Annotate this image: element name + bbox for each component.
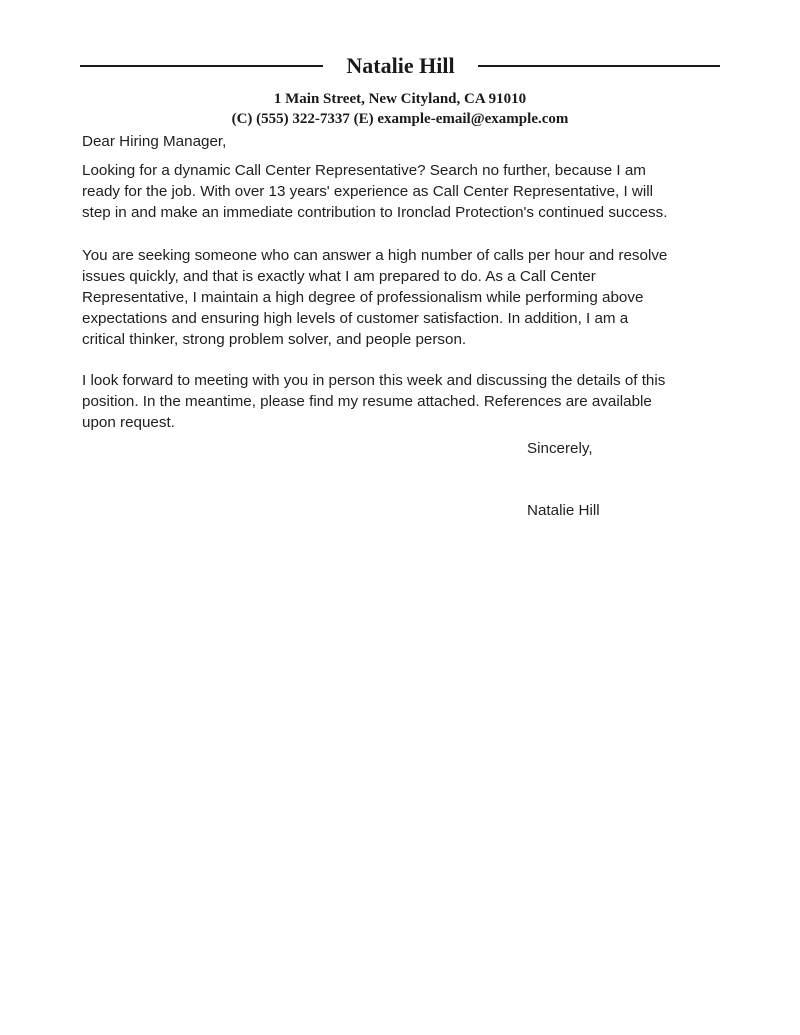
paragraph-line: issues quickly, and that is exactly what I am prepared to do. As a Call Center (82, 268, 596, 285)
letterhead (80, 52, 720, 82)
paragraph-line: ready for the job. With over 13 years' experience as Call Center Representative, I will (82, 183, 654, 200)
paragraph-line: critical thinker, strong problem solver, and people person. (82, 331, 467, 348)
salutation: Dear Hiring Manager, (82, 133, 227, 150)
paragraph-line: step in and make an immediate contribution to Ironclad Protection's continued success. (82, 204, 668, 221)
applicant-name: Natalie Hill (346, 53, 455, 78)
closing: Sincerely, (527, 440, 593, 457)
paragraph-3 (82, 370, 722, 433)
header-rule-right (478, 65, 720, 67)
paragraph-line: Looking for a dynamic Call Center Representative? Search no further, because I am (82, 162, 646, 179)
paragraph-2 (82, 245, 722, 350)
address-line: 1 Main Street, New Cityland, CA 91010 (273, 91, 527, 107)
contact-line: (C) (555) 322-7337 (E) example-email@example.com (231, 111, 569, 127)
paragraph-1 (82, 160, 722, 223)
paragraph-line: position. In the meantime, please find my resume attached. References are available (82, 393, 652, 410)
header-rule-left (80, 65, 323, 67)
paragraph-line: Representative, I maintain a high degree of professionalism while performing above (82, 289, 644, 306)
paragraph-line: upon request. (82, 414, 175, 431)
paragraph-line: You are seeking someone who can answer a high number of calls per hour and resolve (82, 247, 668, 264)
paragraph-line: expectations and ensuring high levels of customer satisfaction. In addition, I am a (82, 310, 629, 327)
paragraph-line: I look forward to meeting with you in person this week and discussing the details of this (82, 372, 666, 389)
signature-name: Natalie Hill (527, 502, 600, 519)
